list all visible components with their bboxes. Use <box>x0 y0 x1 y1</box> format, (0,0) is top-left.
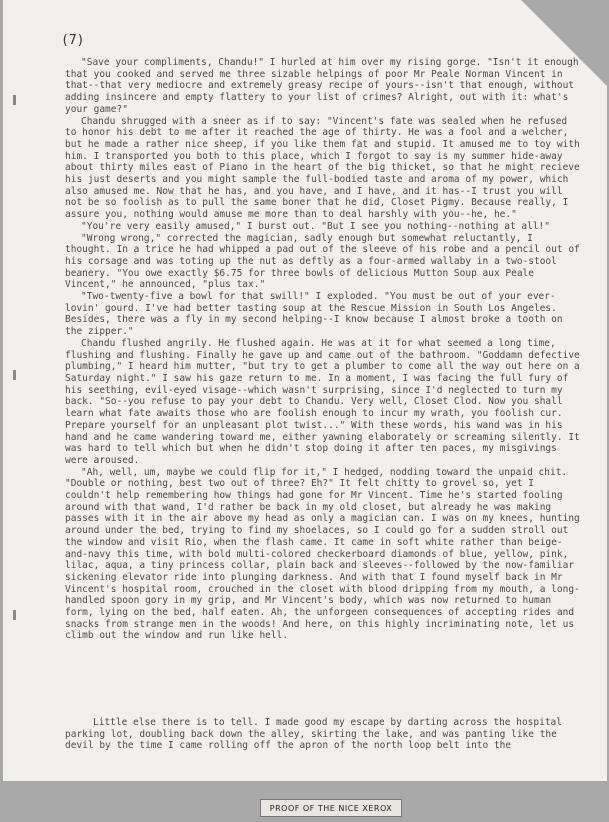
footer-slip-label: PROOF OF THE NICE XEROX <box>260 799 402 817</box>
page-number: (7) <box>61 33 85 48</box>
binding-mark <box>13 610 16 620</box>
binding-mark <box>13 370 16 380</box>
document-page <box>3 0 607 781</box>
binding-mark <box>13 95 16 105</box>
closing-paragraph: Little else there is to tell. I made good my escape by darting across the hospital parking lot, doubling back down the alley, skirting the lake, and was panting like the devil by the time I came rolling off the apron of the north loop belt into the <box>65 717 562 752</box>
paragraph: "Ah, well, um, maybe we could flip for it," I hedged, nodding toward the unpaid chit. "Double or nothing, best two out of three? Eh?" It felt chitty to grovel so, yet I couldn't help remembering how things had gone for Mr Vincent. Time he's started fooling around with that wand, I'd rather be back in my old closet, but already he was making passes with it in the air above my head as only a magician can. I was on my knees, hunting around under the bed, trying to find my shoelaces, so I could go for a sudden stroll out the window and visit Rio, when the flash came. It came in soft white rather than beige-and-navy this time, with bold multi-colored checkerboard diamonds of blue, yellow, pink, lilac, aqua, a tiny princess collar, plain back and sleeves--followed by the now-familiar sickening elevator ride into plunging darkness. And with that I found myself back in Mr Vincent's hospital room, crouched in the closet with blood dripping from my mouth, a long-handled spoon gory in my grip, and Mr Vincent's body, which was now returned to human form, lying on the bed, half eaten. Ah, the unforgeen consequences of accepting rides and snacks from strange men in the woods! And here, on this highly incriminating note, let us climb out the window and run like hell. <box>65 466 580 642</box>
story-text <box>65 57 583 642</box>
paragraph: "You're very easily amused," I burst out. "But I see you nothing--nothing at all!" <box>81 220 550 232</box>
paragraph: Chandu shrugged with a sneer as if to say: "Vincent's fate was sealed when he refused to honor his debt to me after it reached the age of thirty. He was a fool and a welcher, but he made a rather nice sheep, if you like them fat and stupid. It amused me to toy with him. I transported you both to this place, which I forgot to say is my summer hide-away about thirty miles east of Piano in the heart of the big thicket, so that he might recieve his just deserts and you might sample the full-bodied taste and aroma of my power, which also amused me. Now that he has, and you have, and I have, and it has--I trust you will not be so foolish as to pull the same boner that he did, Closet Pigmy. Because really, I assure you, nothing would amuse me more than to deal harshly with you--he, he." <box>65 115 580 221</box>
paragraph: "Save your compliments, Chandu!" I hurled at him over my rising gorge. "Isn't it enough that you cooked and served me three sizable helpings of poor Mr Peale Norman Vincent in that--that very mediocre and extremely greasy recipe of yours--isn't that enough, without adding insincere and empty flattery to your list of crimes? Alright, out with it: what's your game?" <box>65 57 579 115</box>
paragraph: Chandu flushed angrily. He flushed again. He was at it for what seemed a long time, flushing and flushing. Finally he gave up and came out of the bathroom. "Goddamn defective plumbing," I heard him mutter, "but try to get a plumber to come all the way out here on a Saturday night." I saw his gaze return to me. In a moment, I was facing the full fury of his seething, evil-eyed visage--which wasn't surprising, since I'd neglected to turn my back. "So--you refuse to pay your debt to Chandu. Very well, Closet Clod. Now you shall learn what fate awaits those who are foolish enough to incur my wrath, you foolish cur. Prepare yourself for an unpleasant plot twist..." With these words, his wand was in his hand and he came wandering toward me, either yawning elaborately or screaming silently. It was hard to tell which but when he didn't stop doing it after ten paces, my misgivings were aroused. <box>65 337 580 466</box>
paragraph: "Wrong wrong," corrected the magician, sadly enough but somewhat reluctantly, I thought. In a trice he had whipped a pad out of the sleeve of his robe and a pencil out of his corsage and was toting up the nut as deftly as a four-armed wallaby in a two-stool beanery. "You owe exactly $6.75 for three bowls of delicious Mutton Soup aux Peale Vincent," he announced, "plus tax." <box>65 232 580 291</box>
paragraph: "Two-twenty-five a bowl for that swill!" I exploded. "You must be out of your ever-lovin' gourd. I've had better tasting soup at the Rescue Mission in South Los Angeles. Besides, there was a fly in my second helping--I know because I almost broke a tooth on the zipper." <box>65 291 563 338</box>
